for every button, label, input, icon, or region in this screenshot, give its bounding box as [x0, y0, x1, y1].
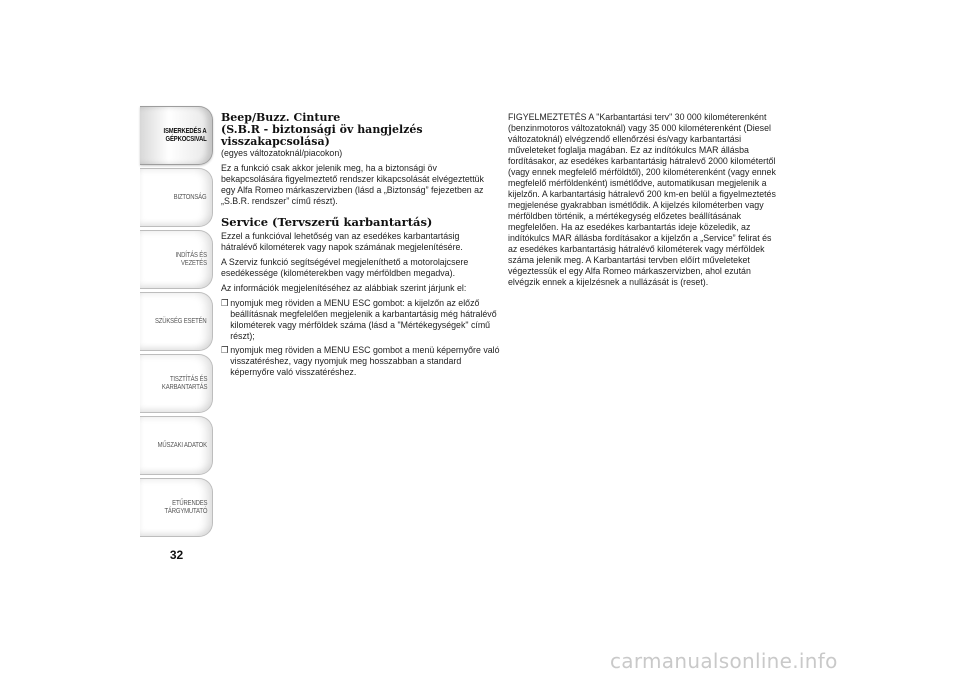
sbr-paragraph: Ez a funkció csak akkor jelenik meg, ha a biztonsági öv bekapcsolására figyelmeztető rendszer kikapcsolását elvégeztettük egy Alfa Romeo márkaszervizben (lásd a „Biztonság” fejezetben az „S.B.R. rendszer” című részt).	[221, 163, 484, 207]
right-column	[508, 112, 780, 292]
list-item	[221, 298, 500, 342]
tab-label: MŰSZAKI ADATOK	[157, 441, 207, 449]
page-number: 32	[169, 548, 184, 562]
tab-biztonsag[interactable]	[140, 168, 213, 227]
sbr-subtitle: (egyes változatoknál/piacokon)	[221, 148, 343, 159]
warning-paragraph: FIGYELMEZTETÉS A "Karbantartási terv" 30 000 kilométerenként (benzinmotoros változatoknál) vagy 35 000 kilométerenként (Diesel változatoknál) elvégzendő ellenőrzési és/vagy karbantartási műveleteket foglalja magában. Ez az indítókulcs MAR állásba fordításakor, az esedékes karbantartásig hátralevő 2000 kilométertől (vagy ennek megfelelő mérföldtől), 200 kilométerenként (vagy ennek megfelelő mérföldenként) ismétlődve, automatikusan megjelenik a kijelzőn. A karbantartásig hátralevő 200 km-en belül a figyelmeztetés megjelenése gyakrabban ismétlődik. A kijelzés kilométerben vagy mérföldben történik, a mértékegység előzetes beállításának megfelelően. Ha az esedékes karbantartás ideje közeledik, az indítókulcs MAR állásba fordításakor a kijelzőn a „Service” felirat és az esedékes karbantartásig hátralévő kilométerek vagy mérföldek száma jelenik meg. A Karbantartási tervben előírt műveleteket végeztessük el egy Alfa Romeo márkaszervizben, ahol ezután elvégzik ennek a kijelzésnek a nullázását is (reset).	[508, 112, 776, 288]
list-item	[221, 345, 500, 378]
tab-label: ETŰRENDES TÁRGYMUTATÓ	[164, 499, 207, 515]
left-column	[221, 111, 500, 381]
list-item-text: nyomjuk meg röviden a MENU ESC gombot a menü képernyőre való visszatéréshez, vagy nyomjuk meg hosszabban a standard képernyőre való visszatéréshez.	[230, 345, 500, 378]
list-item-text: nyomjuk meg röviden a MENU ESC gombot: a kijelzőn az előző beállításnak megfelelően megjelenik a karbantartásig még hátralévő kilométerek vagy mérföldek száma (lásd a "Mértékegységek" című részt);	[230, 298, 497, 342]
sbr-heading: Beep/Buzz. Cinture (S.B.R - biztonsági öv hangjelzés visszakapcsolása)	[221, 111, 423, 148]
tab-label: TISZTÍTÁS ÉS KARBANTARTÁS	[161, 375, 207, 391]
service-paragraph-2: A Szerviz funkció segítségével megjeleníthető a motorolajcsere esedékessége (kilométerekben vagy mérföldben megadva).	[221, 257, 469, 279]
tab-ismerkedes[interactable]	[140, 106, 213, 165]
watermark: carmanualsonline.info	[610, 649, 838, 673]
steps-list	[221, 298, 500, 378]
tab-szukseg[interactable]	[140, 292, 213, 351]
tab-inditas[interactable]	[140, 230, 213, 289]
service-heading: Service (Tervszerű karbantartás)	[221, 215, 433, 229]
chapter-tabs	[140, 106, 213, 540]
tab-label: ISMERKEDÉS A GÉPKOCSIVAL	[163, 127, 207, 143]
tab-label: BIZTONSÁG	[174, 193, 207, 201]
tab-label: INDÍTÁS ÉS VEZETÉS	[175, 251, 207, 267]
tab-tisztitas[interactable]	[140, 354, 213, 413]
checkbox-bullet-icon: ❒	[221, 345, 229, 355]
tab-label: SZÜKSÉG ESETÉN	[155, 317, 207, 325]
service-paragraph-3: Az információk megjelenítéséhez az alábbiak szerint járjunk el:	[221, 283, 467, 294]
tab-muszaki[interactable]	[140, 416, 213, 475]
checkbox-bullet-icon: ❒	[221, 298, 229, 308]
tab-targymutato[interactable]	[140, 478, 213, 537]
service-paragraph-1: Ezzel a funkcióval lehetőség van az esedékes karbantartásig hátralévő kilométerek vagy napok számának megjelenítésére.	[221, 231, 463, 253]
